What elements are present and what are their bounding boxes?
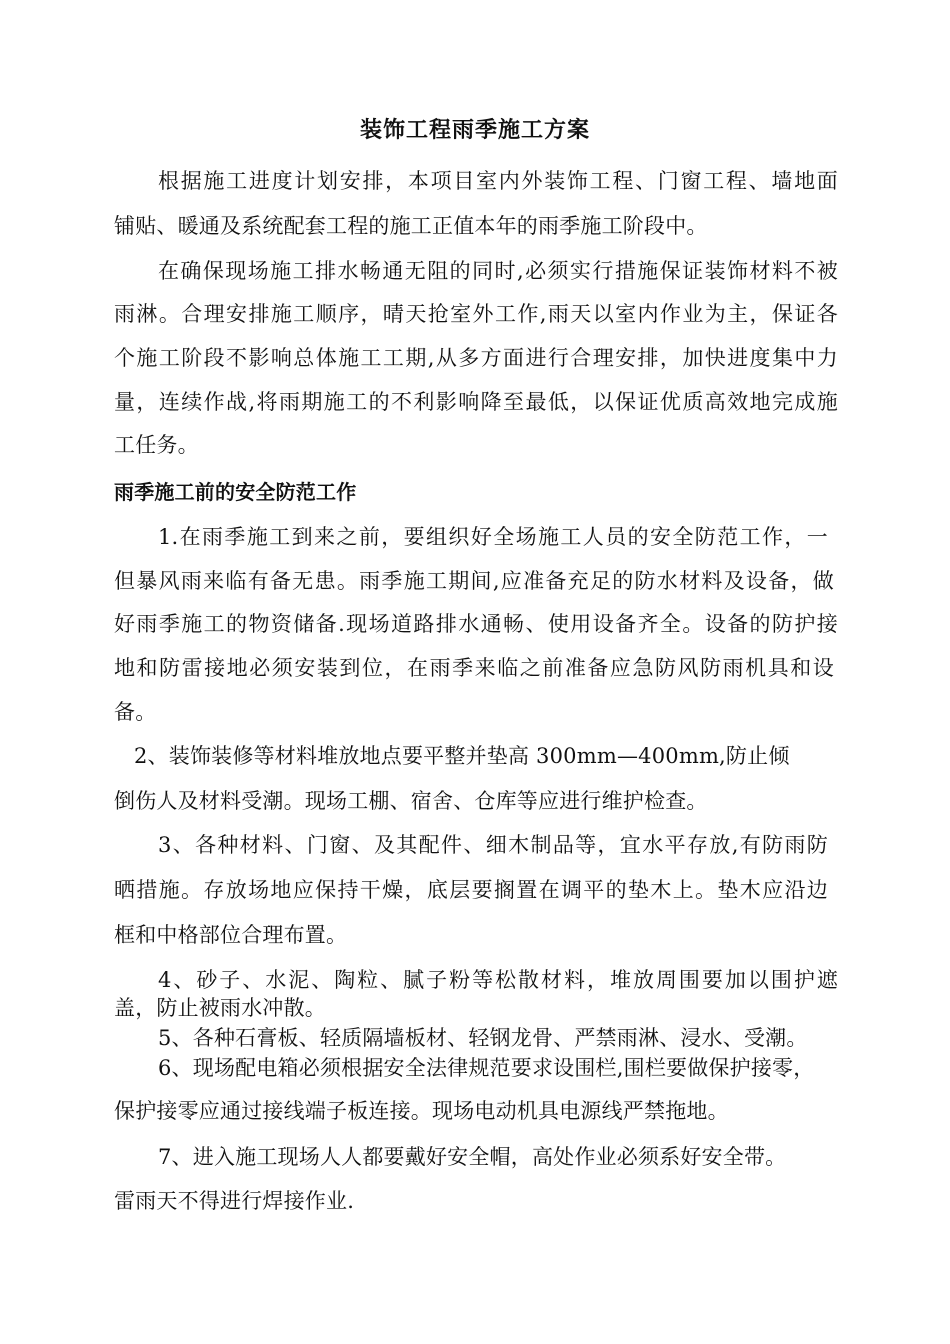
list-item-line: 2、装饰装修等材料堆放地点要平整并垫高 300mm—400mm,防止倾 <box>134 744 790 768</box>
list-item-line: 3、各种材料、门窗、及其配件、细木制品等，宜水平存放,有防雨防 <box>158 833 828 857</box>
list-item-line: 但暴风雨来临有备无患。雨季施工期间,应准备充足的防水材料及设备，做 <box>114 569 834 593</box>
list-item-line: 保护接零应通过接线端子板连接。现场电动机具电源线严禁拖地。 <box>114 1099 729 1123</box>
list-item-line: 晒措施。存放场地应保持干燥，底层要搁置在调平的垫木上。垫木应沿边 <box>114 878 828 902</box>
list-item-line: 框和中格部位合理布置。 <box>114 923 348 947</box>
section-heading: 雨季施工前的安全防范工作 <box>114 480 357 504</box>
list-item-line: 雷雨天不得进行焊接作业. <box>114 1189 355 1213</box>
list-item-line: 倒伤人及材料受潮。现场工棚、宿舍、仓库等应进行维护检查。 <box>114 789 708 813</box>
paragraph-line: 铺贴、暖通及系统配套工程的施工正值本年的雨季施工阶段中。 <box>114 214 708 238</box>
list-item-line: 5、各种石膏板、轻质隔墙板材、轻钢龙骨、严禁雨淋、浸水、受潮。 <box>158 1026 808 1050</box>
list-item-line: 盖，防止被雨水冲散。 <box>114 996 326 1020</box>
paragraph-line: 个施工阶段不影响总体施工工期,从多方面进行合理安排，加快进度集中力 <box>114 346 838 370</box>
paragraph-line: 量，连续作战,将雨期施工的不利影响降至最低，以保证优质高效地完成施 <box>114 390 838 414</box>
paragraph-line: 工任务。 <box>114 433 199 457</box>
paragraph-line: 根据施工进度计划安排，本项目室内外装饰工程、门窗工程、墙地面 <box>158 169 838 193</box>
list-item-line: 7、进入施工现场人人都要戴好安全帽，高处作业必须系好安全带。 <box>158 1145 787 1169</box>
paragraph-line: 雨淋。合理安排施工顺序，晴天抢室外工作,雨天以室内作业为主，保证各 <box>114 302 838 326</box>
list-item-line: 4、砂子、水泥、陶粒、腻子粉等松散材料，堆放周围要加以围护遮 <box>158 968 838 992</box>
document-title: 装饰工程雨季施工方案 <box>359 118 590 143</box>
list-item-line: 6、现场配电箱必须根据安全法律规范要求设围栏,围栏要做保护接零， <box>158 1056 815 1080</box>
list-item-line: 地和防雷接地必须安装到位，在雨季来临之前准备应急防风防雨机具和设 <box>114 656 834 680</box>
list-item-line: 好雨季施工的物资储备.现场道路排水通畅、使用设备齐全。设备的防护接 <box>114 612 838 636</box>
list-item-line: 备。 <box>114 700 157 724</box>
list-item-line: 1.在雨季施工到来之前，要组织好全场施工人员的安全防范工作，一 <box>158 525 828 549</box>
paragraph-line: 在确保现场施工排水畅通无阻的同时,必须实行措施保证装饰材料不被 <box>158 259 838 283</box>
